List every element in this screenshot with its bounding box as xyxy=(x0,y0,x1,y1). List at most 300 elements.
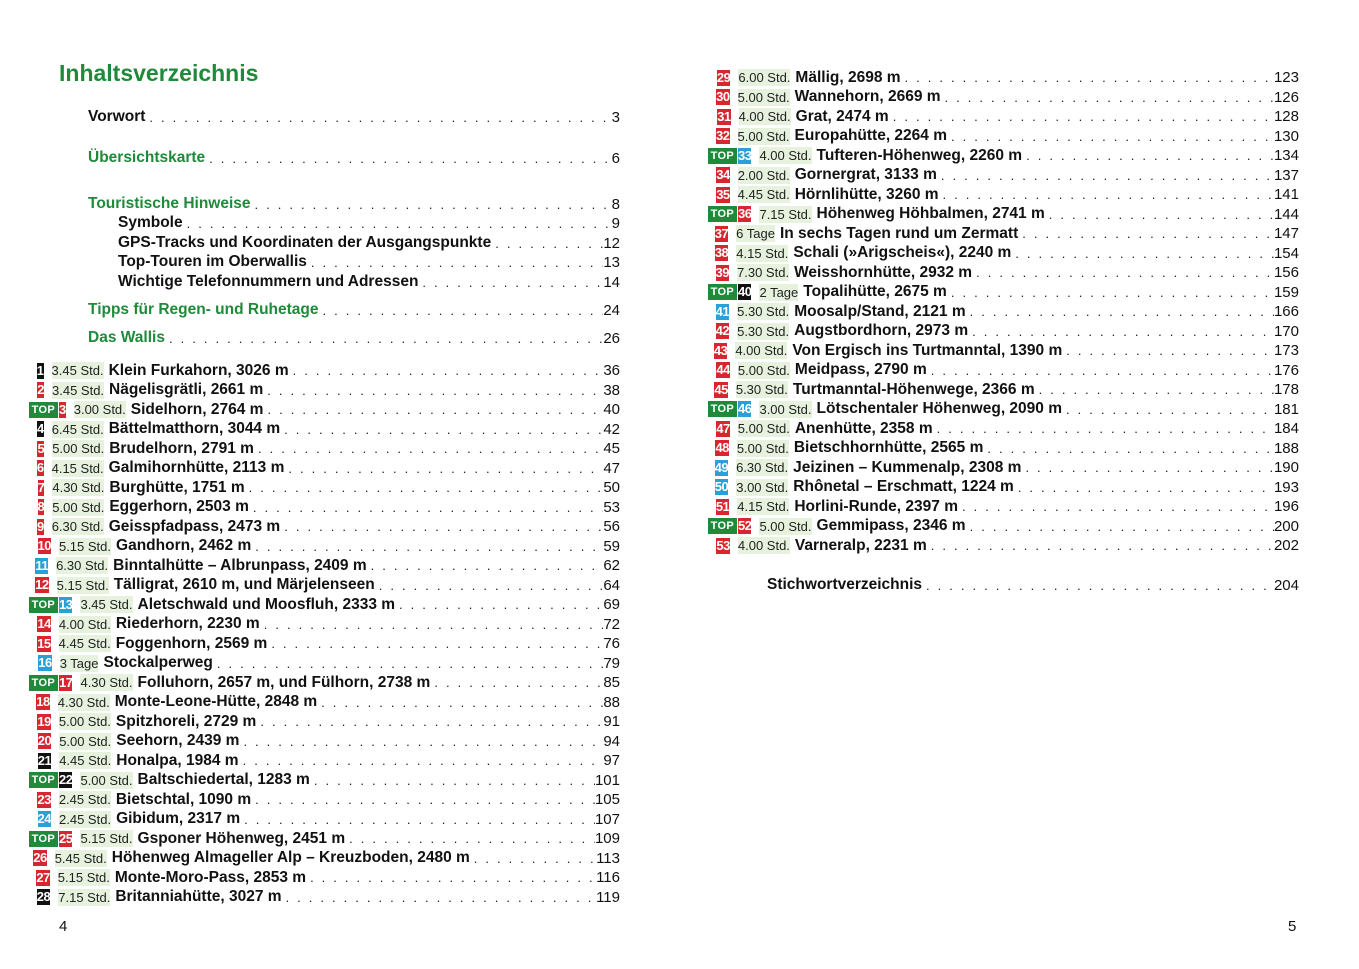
tour-title: Varneralp, 2231 m xyxy=(794,536,927,554)
tour-duration: 5.00 Std. xyxy=(737,89,790,105)
tour-title: Bietschtal, 1090 m xyxy=(115,790,252,808)
tour-title: Bietschhornhütte, 2565 m xyxy=(793,439,984,457)
tour-page: 91 xyxy=(603,713,620,731)
top-slot xyxy=(709,265,715,281)
toc-entry-title: Touristische Hinweise xyxy=(88,195,251,212)
top-slot xyxy=(30,714,36,730)
tour-number-badge: 48 xyxy=(715,440,729,456)
tour-number-badge: 14 xyxy=(37,616,51,632)
tour-title: Burghütte, 1751 m xyxy=(109,478,245,496)
tour-row[interactable] xyxy=(30,829,620,849)
tour-number-badge: 20 xyxy=(37,733,52,749)
tour-page: 79 xyxy=(603,654,620,672)
tour-title: Riederhorn, 2230 m xyxy=(115,615,260,633)
tour-row[interactable] xyxy=(30,615,620,635)
toc-entry-page: 26 xyxy=(603,329,620,347)
tour-page: 184 xyxy=(1273,420,1299,438)
tour-number-badge: 30 xyxy=(716,89,730,105)
dot-leader xyxy=(183,216,612,231)
dot-leader xyxy=(1045,207,1274,222)
tour-number-badge: 23 xyxy=(37,791,51,807)
top-slot xyxy=(709,479,714,495)
tour-page: 188 xyxy=(1273,439,1299,457)
tour-duration: 5.00 Std. xyxy=(58,714,111,730)
tour-duration: 4.15 Std. xyxy=(737,499,790,515)
tour-duration: 2.45 Std. xyxy=(58,792,111,808)
tour-title: Rhônetal – Erschmatt, 1224 m xyxy=(793,478,1014,496)
top-slot xyxy=(30,772,58,788)
tour-number-badge: 3 xyxy=(59,401,66,417)
dot-leader xyxy=(345,831,595,846)
dot-leader xyxy=(491,236,603,251)
toc-entry[interactable] xyxy=(118,272,620,292)
tour-row[interactable] xyxy=(30,810,620,830)
tour-page: 88 xyxy=(603,693,620,711)
tour-page: 94 xyxy=(603,732,620,750)
top-slot xyxy=(30,753,37,769)
top-slot xyxy=(30,460,36,476)
tour-title: Galmihornhütte, 2113 m xyxy=(108,459,285,477)
toc-entry[interactable] xyxy=(118,213,620,233)
top-slot xyxy=(709,440,714,456)
tour-title: Anenhütte, 2358 m xyxy=(794,419,933,437)
tour-title: Tälligrat, 2610 m, und Märjelenseen xyxy=(113,576,375,594)
top-slot xyxy=(709,128,715,144)
top-slot xyxy=(30,363,36,379)
tour-title: Brudelhorn, 2791 m xyxy=(109,439,254,457)
dot-leader xyxy=(213,656,603,671)
tour-row[interactable] xyxy=(709,380,1299,400)
tour-duration: 7.15 Std. xyxy=(58,889,111,905)
tour-row[interactable] xyxy=(30,361,620,381)
tour-row[interactable] xyxy=(709,302,1299,322)
dot-leader xyxy=(254,441,603,456)
tour-row[interactable] xyxy=(709,322,1299,342)
top-slot xyxy=(709,304,715,320)
top-slot xyxy=(30,655,37,671)
top-slot xyxy=(30,519,36,535)
dot-leader xyxy=(282,890,597,905)
tour-row[interactable] xyxy=(709,419,1299,439)
tour-row[interactable] xyxy=(30,381,620,401)
tour-row[interactable] xyxy=(30,868,620,888)
toc-entry-title: Übersichtskarte xyxy=(88,149,206,166)
tour-duration: 3.00 Std. xyxy=(736,479,789,495)
tour-duration: 3 Tage xyxy=(59,655,99,671)
tour-number-badge: 50 xyxy=(714,479,729,495)
top-slot xyxy=(30,499,37,515)
dot-leader xyxy=(1011,246,1274,261)
tour-number-badge: 46 xyxy=(738,401,752,417)
top-slot xyxy=(709,460,714,476)
tour-row[interactable] xyxy=(709,341,1299,361)
tour-title: Höhenweg Höhbalmen, 2741 m xyxy=(816,205,1045,223)
tour-number-badge: 26 xyxy=(33,850,47,866)
toc-entry-title: Symbole xyxy=(118,214,183,231)
toc-entry-title: Tipps für Regen- und Ruhetage xyxy=(88,301,319,318)
tour-title: Grat, 2474 m xyxy=(795,107,889,125)
top-slot xyxy=(30,616,36,632)
tour-duration: 5.00 Std. xyxy=(737,362,790,378)
tour-title: Von Ergisch ins Turtmanntal, 1390 m xyxy=(792,341,1063,359)
dot-leader xyxy=(249,500,603,515)
tour-title: Monte-Moro-Pass, 2853 m xyxy=(114,868,307,886)
tour-page: 40 xyxy=(603,401,620,419)
tour-page: 38 xyxy=(603,381,620,399)
top-badge: TOP xyxy=(708,206,737,222)
toc-entry[interactable] xyxy=(118,252,620,272)
toc-entry[interactable] xyxy=(118,233,620,253)
tour-row[interactable] xyxy=(709,497,1299,517)
tour-row[interactable] xyxy=(30,654,620,674)
top-slot xyxy=(709,89,715,105)
tour-row[interactable] xyxy=(30,400,620,420)
tour-row[interactable] xyxy=(709,536,1299,556)
tour-page: 53 xyxy=(603,498,620,516)
tour-title: Höhenweg Almageller Alp – Kreuzboden, 2480 m xyxy=(111,849,470,867)
toc-entry[interactable] xyxy=(88,194,620,214)
tour-duration: 4.30 Std. xyxy=(80,675,133,691)
top-slot xyxy=(30,636,36,652)
tour-row[interactable] xyxy=(30,712,620,732)
tour-row[interactable] xyxy=(709,205,1299,225)
top-slot xyxy=(30,733,37,749)
dot-leader xyxy=(983,441,1274,456)
tour-row[interactable] xyxy=(709,68,1299,88)
tour-row[interactable] xyxy=(30,790,620,810)
tour-number-badge: 35 xyxy=(716,186,730,202)
dot-leader xyxy=(939,187,1274,202)
dot-leader xyxy=(1062,402,1274,417)
tour-number-badge: 52 xyxy=(738,518,752,534)
tour-title: Nägelisgrätli, 2661 m xyxy=(109,381,264,399)
dot-leader xyxy=(375,578,604,593)
dot-leader xyxy=(319,303,604,318)
top-slot xyxy=(709,148,737,164)
tour-duration: 4.45 Std. xyxy=(58,636,111,652)
tour-page: 119 xyxy=(596,888,620,906)
tour-number-badge: 32 xyxy=(716,128,730,144)
dot-leader xyxy=(263,383,603,398)
top-badge: TOP xyxy=(708,518,737,534)
tour-row[interactable] xyxy=(30,693,620,713)
tour-duration: 5.30 Std. xyxy=(737,323,790,339)
tour-number-badge: 9 xyxy=(36,518,44,534)
toc-entry-title: Vorwort xyxy=(88,108,146,125)
tour-title: Europahütte, 2264 m xyxy=(794,127,948,145)
tour-page: 200 xyxy=(1273,517,1299,535)
tour-page: 202 xyxy=(1273,537,1299,555)
tour-row[interactable] xyxy=(709,107,1299,127)
tour-page: 128 xyxy=(1273,108,1299,126)
tour-row[interactable] xyxy=(709,166,1299,186)
tour-duration: 3.00 Std. xyxy=(73,402,126,418)
dot-leader xyxy=(901,70,1274,85)
tour-row[interactable] xyxy=(709,283,1299,303)
tour-number-badge: 53 xyxy=(716,537,730,553)
tour-duration: 4.45 Std. xyxy=(59,753,112,769)
toc-entry-page: 8 xyxy=(611,195,620,213)
tour-title: Lötschentaler Höhenweg, 2090 m xyxy=(816,400,1063,418)
dot-leader xyxy=(284,461,603,476)
tour-row[interactable] xyxy=(30,732,620,752)
tour-title: Aletschwald und Moosfluh, 2333 m xyxy=(137,595,396,613)
top-slot xyxy=(709,421,715,437)
dot-leader xyxy=(966,519,1274,534)
dot-leader xyxy=(972,265,1274,280)
index-entry[interactable] xyxy=(767,575,1299,595)
tour-title: In sechs Tagen rund um Zermatt xyxy=(779,224,1019,242)
tour-duration: 4.30 Std. xyxy=(57,694,110,710)
tour-number-badge: 47 xyxy=(716,420,730,436)
tour-duration: 6.30 Std. xyxy=(736,460,789,476)
tour-page: 116 xyxy=(596,869,620,887)
tour-number-badge: 36 xyxy=(738,206,752,222)
dot-leader xyxy=(307,255,603,270)
tour-duration: 5.15 Std. xyxy=(57,870,110,886)
tour-duration: 4.00 Std. xyxy=(738,109,791,125)
tour-number-badge: 15 xyxy=(37,635,51,651)
tour-page: 123 xyxy=(1273,69,1299,87)
toc-entry-title: Top-Touren im Oberwallis xyxy=(118,253,307,270)
tour-row[interactable] xyxy=(30,498,620,518)
tour-row[interactable] xyxy=(30,517,620,537)
tour-row[interactable] xyxy=(30,673,620,693)
tour-number-badge: 34 xyxy=(716,167,730,183)
tour-number-badge: 28 xyxy=(36,889,51,905)
tour-number-badge: 17 xyxy=(59,674,73,690)
tour-row[interactable] xyxy=(709,244,1299,264)
top-badge: TOP xyxy=(29,597,58,613)
dot-leader xyxy=(958,499,1274,514)
tour-row[interactable] xyxy=(30,459,620,479)
tour-number-badge: 41 xyxy=(715,303,730,319)
top-slot xyxy=(709,245,714,261)
tour-duration: 5.00 Std. xyxy=(52,441,105,457)
tour-page: 126 xyxy=(1273,88,1299,106)
toc-entry-page: 14 xyxy=(603,273,620,291)
toc-entry-title: Wichtige Telefonnummern und Adressen xyxy=(118,273,419,290)
tour-number-badge: 45 xyxy=(714,381,728,397)
tour-page: 50 xyxy=(603,479,620,497)
tour-number-badge: 13 xyxy=(59,596,73,612)
tour-page: 154 xyxy=(1273,244,1299,262)
tour-duration: 4.45 Std. xyxy=(737,187,790,203)
tour-page: 109 xyxy=(594,830,620,848)
tour-number-badge: 7 xyxy=(37,479,45,495)
tour-duration: 4.00 Std. xyxy=(737,538,790,554)
dot-leader xyxy=(418,275,603,290)
tour-title: Hörnlihütte, 3260 m xyxy=(794,185,939,203)
tour-row[interactable] xyxy=(30,751,620,771)
tour-row[interactable] xyxy=(30,537,620,557)
tour-number-badge: 6 xyxy=(36,460,44,476)
tour-row[interactable] xyxy=(709,185,1299,205)
tour-row[interactable] xyxy=(30,420,620,440)
top-slot xyxy=(709,167,715,183)
top-slot xyxy=(709,538,715,554)
tour-page: 45 xyxy=(603,440,620,458)
tour-row[interactable] xyxy=(30,478,620,498)
tour-row[interactable] xyxy=(709,127,1299,147)
top-slot xyxy=(30,870,35,886)
tour-number-badge: 31 xyxy=(717,108,731,124)
tour-row[interactable] xyxy=(709,458,1299,478)
dot-leader xyxy=(310,773,595,788)
tour-number-badge: 18 xyxy=(36,694,50,710)
tour-row[interactable] xyxy=(30,576,620,596)
tour-row[interactable] xyxy=(709,88,1299,108)
dot-leader xyxy=(430,675,603,690)
tour-page: 144 xyxy=(1273,205,1299,223)
tour-duration: 5.00 Std. xyxy=(52,499,105,515)
tour-title: Bättelmatthorn, 3044 m xyxy=(108,420,281,438)
top-slot xyxy=(30,597,58,613)
tour-row[interactable] xyxy=(30,595,620,615)
tour-row[interactable] xyxy=(709,400,1299,420)
tour-row[interactable] xyxy=(30,556,620,576)
top-badge: TOP xyxy=(708,401,737,417)
dot-leader xyxy=(966,304,1274,319)
top-slot xyxy=(30,675,58,691)
top-slot xyxy=(709,401,737,417)
toc-entry-title: GPS-Tracks und Koordinaten der Ausgangspunkte xyxy=(118,234,492,251)
top-slot xyxy=(30,558,34,574)
tour-page: 59 xyxy=(603,537,620,555)
dot-leader xyxy=(245,480,604,495)
tour-title: Folluhorn, 2657 m, und Fülhorn, 2738 m xyxy=(137,673,431,691)
top-slot xyxy=(709,518,737,534)
tour-number-badge: 16 xyxy=(38,655,52,671)
tour-number-badge: 19 xyxy=(37,713,51,729)
top-slot xyxy=(30,382,36,398)
tour-title: Gemmipass, 2346 m xyxy=(816,517,966,535)
top-badge: TOP xyxy=(29,402,58,418)
tour-duration: 3.00 Std. xyxy=(759,401,812,417)
tour-page: 47 xyxy=(603,459,620,477)
tour-title: Mällig, 2698 m xyxy=(795,68,901,86)
tour-row[interactable] xyxy=(709,224,1299,244)
dot-leader xyxy=(1014,480,1274,495)
tour-title: Wannehorn, 2669 m xyxy=(794,88,941,106)
dot-leader xyxy=(251,197,612,212)
tour-number-badge: 2 xyxy=(37,382,44,398)
toc-entry-page: 24 xyxy=(603,301,620,319)
dot-leader xyxy=(267,636,603,651)
toc-entry-page: 12 xyxy=(603,234,620,252)
tour-number-badge: 1 xyxy=(36,362,44,378)
tour-row[interactable] xyxy=(709,478,1299,498)
tour-page: 134 xyxy=(1273,147,1299,165)
tour-page: 190 xyxy=(1273,459,1299,477)
top-slot xyxy=(30,402,58,418)
tour-page: 105 xyxy=(594,791,620,809)
tour-page: 170 xyxy=(1273,322,1299,340)
tour-title: Gornergrat, 3133 m xyxy=(794,166,937,184)
top-slot xyxy=(30,850,32,866)
tour-row[interactable] xyxy=(709,263,1299,283)
tour-row[interactable] xyxy=(709,146,1299,166)
dot-leader xyxy=(306,870,596,885)
tour-duration: 4.15 Std. xyxy=(51,460,104,476)
tour-duration: 4.00 Std. xyxy=(58,616,111,632)
tour-title: Topalihütte, 2675 m xyxy=(803,283,947,301)
top-slot xyxy=(30,694,35,710)
tour-number-badge: 44 xyxy=(716,362,730,378)
tour-page: 113 xyxy=(596,849,620,867)
tour-page: 64 xyxy=(603,576,620,594)
tour-row[interactable] xyxy=(30,439,620,459)
tour-row[interactable] xyxy=(709,439,1299,459)
tour-page: 130 xyxy=(1273,127,1299,145)
top-slot xyxy=(709,382,713,398)
tour-duration: 4.00 Std. xyxy=(735,343,788,359)
tour-number-badge: 37 xyxy=(714,225,729,241)
tour-title: Honalpa, 1984 m xyxy=(116,751,239,769)
tour-page: 107 xyxy=(594,810,620,828)
tour-duration: 5.00 Std. xyxy=(737,421,790,437)
dot-leader xyxy=(205,151,611,166)
tour-page: 156 xyxy=(1273,264,1299,282)
top-slot xyxy=(709,362,715,378)
dot-leader xyxy=(933,421,1274,436)
tour-row[interactable] xyxy=(30,888,620,908)
tour-title: Sidelhorn, 2764 m xyxy=(130,400,264,418)
tour-title: Gandhorn, 2462 m xyxy=(116,537,252,555)
dot-leader xyxy=(1035,382,1274,397)
toc-entry-title: Das Wallis xyxy=(88,329,165,346)
top-badge: TOP xyxy=(708,148,737,164)
tour-duration: 5.45 Std. xyxy=(54,850,107,866)
top-slot xyxy=(30,480,37,496)
tour-row[interactable] xyxy=(709,361,1299,381)
tour-number-badge: 12 xyxy=(35,577,49,593)
tour-title: Turtmanntal-Höhenwege, 2366 m xyxy=(792,380,1035,398)
tour-duration: 5.30 Std. xyxy=(737,304,790,320)
tour-duration: 5.15 Std. xyxy=(58,538,112,554)
tour-number-badge: 49 xyxy=(714,459,729,475)
toc-entry[interactable] xyxy=(88,107,620,127)
toc-entry[interactable] xyxy=(88,328,620,348)
dot-leader xyxy=(239,734,603,749)
tour-duration: 6.45 Std. xyxy=(51,421,104,437)
tour-page: 42 xyxy=(603,420,620,438)
tour-duration: 5.00 Std. xyxy=(59,733,112,749)
toc-entry-page: 9 xyxy=(611,214,620,232)
toc-entry[interactable] xyxy=(88,148,620,168)
tour-row[interactable] xyxy=(30,849,620,869)
tour-page: 141 xyxy=(1273,186,1299,204)
tour-row[interactable] xyxy=(709,517,1299,537)
dot-leader xyxy=(1062,343,1274,358)
top-slot xyxy=(709,70,716,86)
tour-title: Klein Furkahorn, 3026 m xyxy=(108,361,289,379)
tour-page: 36 xyxy=(603,362,620,380)
tour-row[interactable] xyxy=(30,634,620,654)
dot-leader xyxy=(251,792,595,807)
toc-entry[interactable] xyxy=(88,300,620,320)
tour-number-badge: 4 xyxy=(36,421,44,437)
tour-number-badge: 11 xyxy=(35,557,49,573)
tour-number-badge: 25 xyxy=(59,830,73,846)
top-slot xyxy=(30,538,37,554)
tour-page: 147 xyxy=(1273,225,1299,243)
tour-row[interactable] xyxy=(30,771,620,791)
tour-number-badge: 22 xyxy=(59,772,73,788)
toc-entry-page: 13 xyxy=(603,253,620,271)
dot-leader xyxy=(395,597,603,612)
tour-page: 178 xyxy=(1273,381,1299,399)
